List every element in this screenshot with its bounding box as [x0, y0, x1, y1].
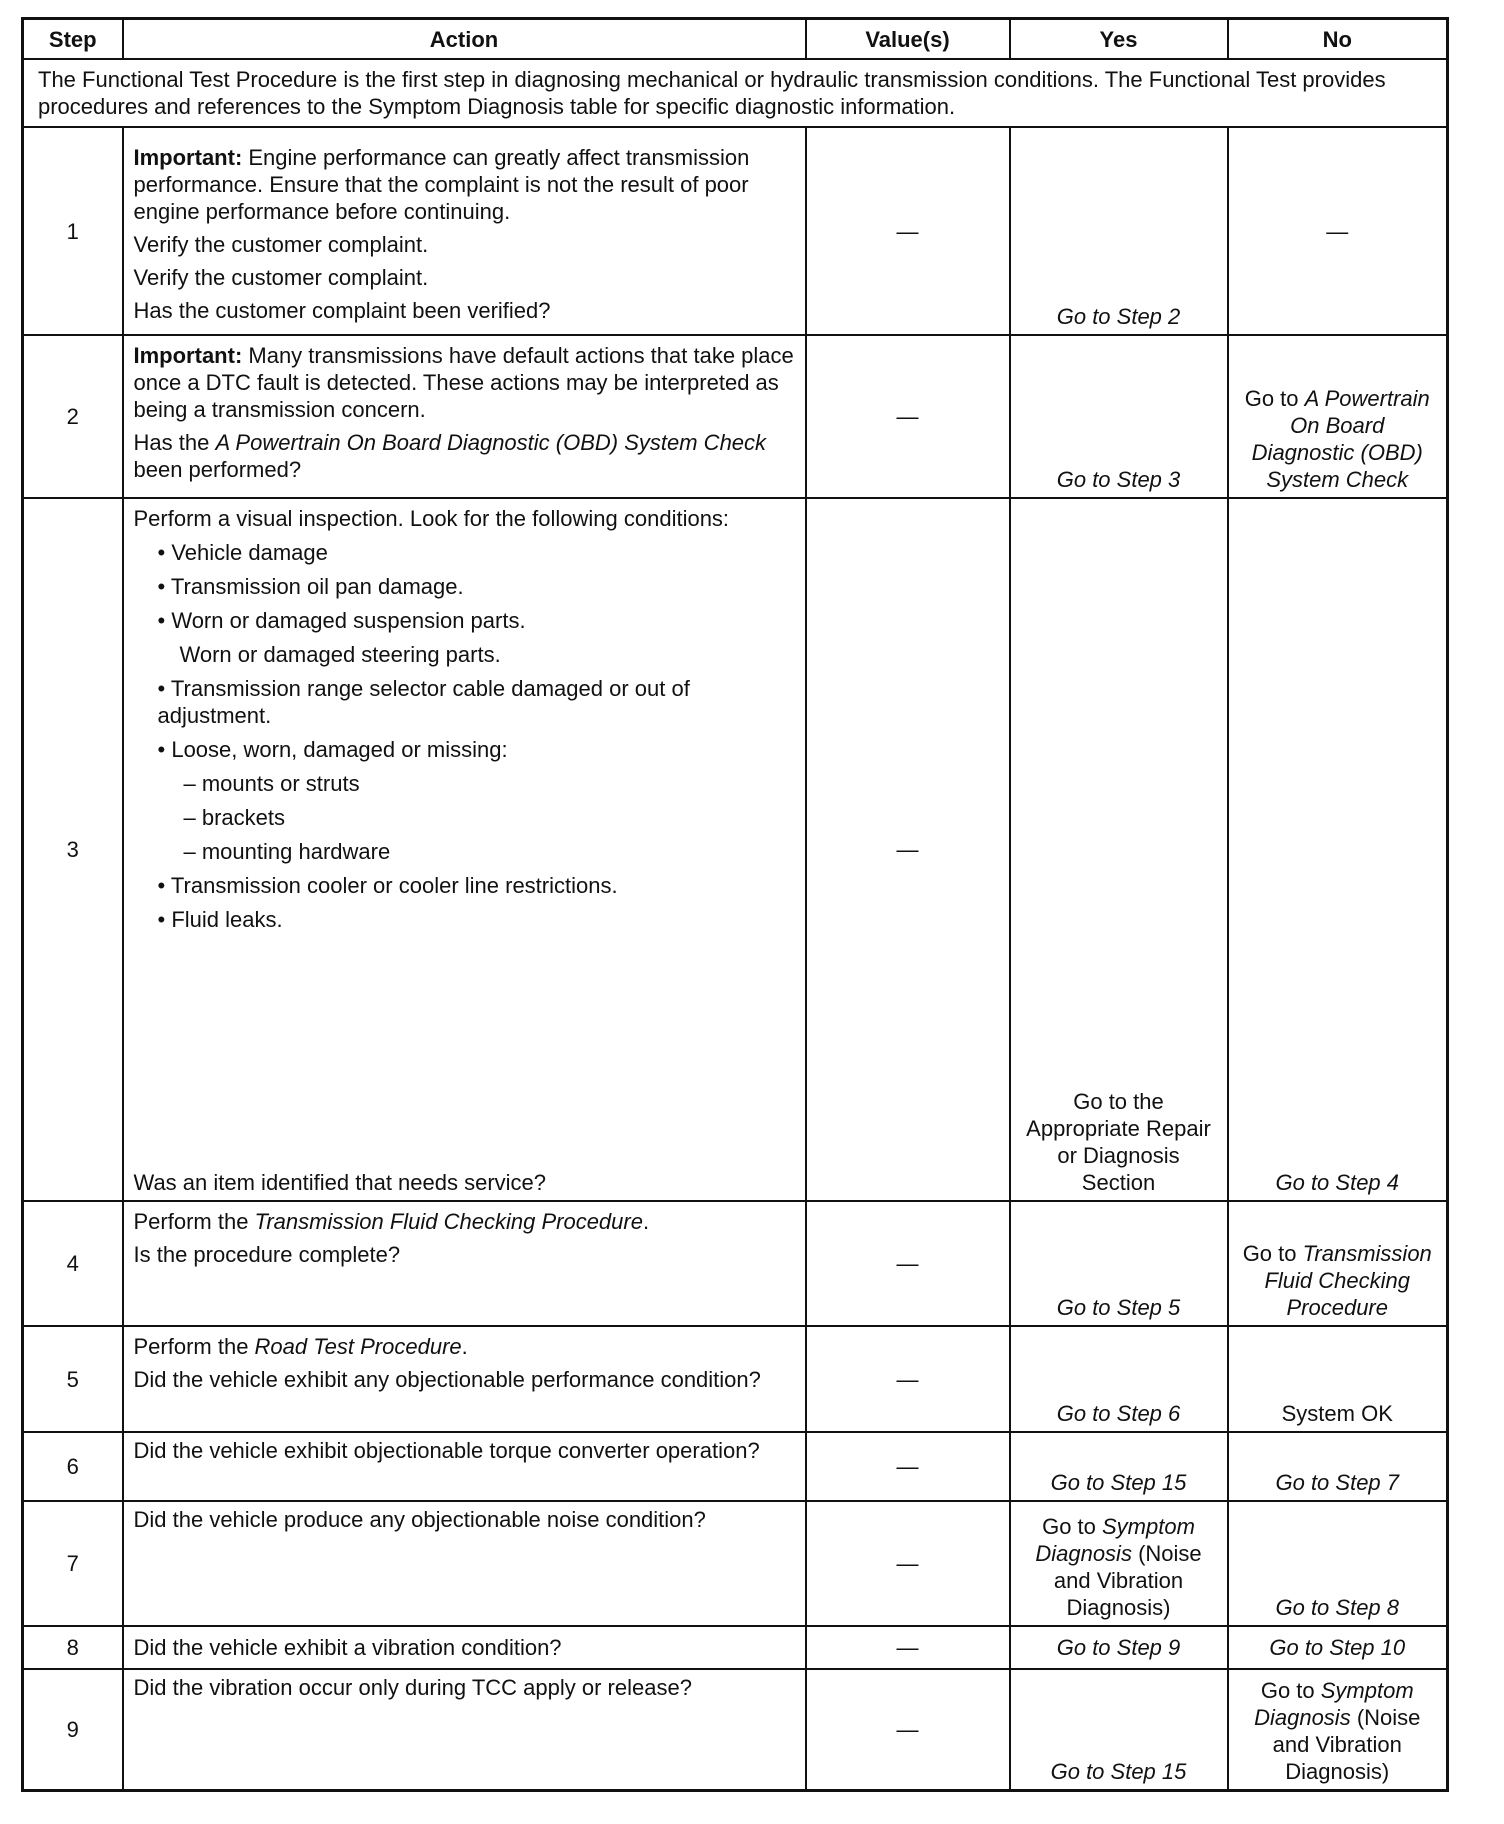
yes-cell [1010, 1669, 1228, 1790]
yes-cell [1010, 335, 1228, 498]
step-number: 4 [23, 1201, 123, 1326]
table-row [23, 1501, 1448, 1626]
no-cell[interactable] [1228, 1669, 1448, 1790]
no-post: (Noise and Vibration Diagnosis) [1272, 1704, 1421, 1784]
important-text: Engine performance can greatly affect transmission performance. Ensure that the complaint is not the result of poor engine performance before continuing. [133, 145, 750, 224]
yes-link[interactable]: Go to Step 3 [1056, 467, 1181, 492]
header-no: No [1228, 19, 1448, 60]
q-pre: Has the [133, 430, 216, 455]
step-number: 3 [23, 498, 123, 1201]
action-cell: Did the vibration occur only during TCC apply or release? [123, 1669, 806, 1790]
step-number: 8 [23, 1626, 123, 1669]
step-number: 6 [23, 1432, 123, 1501]
yes-cell [1010, 1201, 1228, 1326]
action-cell: Did the vehicle exhibit a vibration condition? [123, 1626, 806, 1669]
value-cell: — [806, 335, 1010, 498]
header-row [23, 19, 1448, 60]
yes-cell [1010, 127, 1228, 335]
action-cell [123, 127, 806, 335]
important-label: Important: [133, 145, 243, 170]
intro-text: The Functional Test Procedure is the first step in diagnosing mechanical or hydraulic transmission conditions. The Functional Test provides procedures and references to the Symptom Diagnosis table for specific diagnostic information. [23, 59, 1448, 127]
table-row [23, 1201, 1448, 1326]
table-row [23, 335, 1448, 498]
action-question: Did the vehicle exhibit any objectionable performance condition? [133, 1367, 761, 1392]
pre: Perform the [133, 1209, 255, 1234]
action-line: Perform a visual inspection. Look for the following conditions: [133, 506, 730, 531]
no-pre: Go to [1242, 1241, 1303, 1266]
value-cell: — [806, 127, 1010, 335]
yes-cell [1010, 1432, 1228, 1501]
procedure-ref: Transmission Fluid Checking Procedure [254, 1209, 643, 1234]
table-row [23, 1432, 1448, 1501]
action-line [134, 1208, 795, 1235]
action-question: Is the procedure complete? [133, 1242, 401, 1267]
value-cell: — [806, 498, 1010, 1201]
header-yes: Yes [1010, 19, 1228, 60]
action-cell [123, 1326, 806, 1432]
yes-link[interactable]: Go to Step 5 [1056, 1295, 1181, 1320]
value-cell: — [806, 1626, 1010, 1669]
yes-cell[interactable] [1010, 1501, 1228, 1626]
post: . [642, 1209, 650, 1234]
action-question: Has the customer complaint been verified? [133, 298, 551, 323]
no-link[interactable]: Go to Step 8 [1275, 1595, 1400, 1620]
value-cell: — [806, 1669, 1010, 1790]
no-link[interactable]: Go to Step 4 [1275, 1170, 1400, 1195]
procedure-ref: Road Test Procedure [254, 1334, 462, 1359]
action-cell [123, 1201, 806, 1326]
bullet-item: • Transmission oil pan damage. [134, 573, 795, 600]
step-number: 9 [23, 1669, 123, 1790]
no-link[interactable]: Symptom Diagnosis [1254, 1677, 1414, 1730]
action-question [134, 429, 795, 483]
step-number: 5 [23, 1326, 123, 1432]
action-line [134, 1333, 795, 1360]
value-cell: — [806, 1501, 1010, 1626]
no-cell [1228, 1626, 1448, 1669]
q-post: been performed? [133, 457, 302, 482]
important-label: Important: [133, 343, 243, 368]
no-pre: Go to [1244, 386, 1305, 411]
bullet-item: • Loose, worn, damaged or missing: [134, 736, 795, 763]
step-number: 2 [23, 335, 123, 498]
header-action: Action [123, 19, 806, 60]
action-cell [123, 335, 806, 498]
bullet-item: Worn or damaged steering parts. [179, 642, 501, 667]
value-cell: — [806, 1201, 1010, 1326]
functional-test-table [21, 17, 1449, 1792]
action-cell [123, 498, 806, 1201]
action-cell: Did the vehicle produce any objectionable noise condition? [123, 1501, 806, 1626]
value-cell: — [806, 1432, 1010, 1501]
no-link[interactable]: Go to Step 7 [1275, 1470, 1400, 1495]
table-row [23, 1626, 1448, 1669]
no-link[interactable]: Transmission Fluid Checking Procedure [1264, 1241, 1432, 1320]
no-cell [1228, 498, 1448, 1201]
action-cell: Did the vehicle exhibit objectionable torque converter operation? [123, 1432, 806, 1501]
no-link[interactable]: A Powertrain On Board Diagnostic (OBD) System Check [1251, 386, 1430, 492]
yes-cell [1010, 1626, 1228, 1669]
no-cell [1228, 1432, 1448, 1501]
no-cell[interactable] [1228, 1201, 1448, 1326]
bullet-item: • Transmission range selector cable damaged or out of adjustment. [134, 675, 795, 729]
yes-link[interactable]: Go to Step 15 [1050, 1758, 1187, 1784]
value-cell: — [806, 1326, 1010, 1432]
no-pre: Go to [1260, 1677, 1321, 1703]
no-cell [1228, 1501, 1448, 1626]
no-cell: — [1228, 127, 1448, 335]
table-row [23, 1326, 1448, 1432]
action-line: Verify the customer complaint. [133, 232, 429, 257]
yes-link[interactable]: Symptom Diagnosis [1035, 1514, 1195, 1566]
yes-cell [1010, 1326, 1228, 1432]
yes-cell[interactable]: Go to the Appropriate Repair or Diagnosis Section [1010, 498, 1228, 1201]
no-cell: System OK [1228, 1326, 1448, 1432]
important-text: Many transmissions have default actions that take place once a DTC fault is detected. These actions may be interpreted as being a transmission concern. [133, 343, 794, 422]
sub-item: – mounts or struts [134, 770, 795, 797]
intro-row [23, 59, 1448, 127]
table-row [23, 498, 1448, 1201]
yes-link[interactable]: Go to Step 6 [1056, 1401, 1181, 1426]
table-row [23, 1669, 1448, 1790]
bullet-item: • Vehicle damage [134, 539, 795, 566]
header-step: Step [23, 19, 123, 60]
action-question: Was an item identified that needs service? [133, 1170, 547, 1195]
yes-pre: Go to [1042, 1514, 1102, 1539]
header-values: Value(s) [806, 19, 1010, 60]
action-line: Verify the customer complaint. [133, 265, 429, 290]
yes-link[interactable]: Go to Step 9 [1056, 1635, 1181, 1660]
step-number: 1 [23, 127, 123, 335]
sub-item: – mounting hardware [134, 838, 795, 865]
yes-link[interactable]: Go to Step 15 [1050, 1470, 1187, 1495]
post: . [461, 1334, 468, 1359]
bullet-item: • Fluid leaks. [134, 906, 795, 933]
bullet-item: • Worn or damaged suspension parts. [134, 607, 795, 634]
yes-link[interactable]: Go to Step 2 [1056, 304, 1181, 329]
no-cell[interactable] [1228, 335, 1448, 498]
no-link[interactable]: Go to Step 10 [1269, 1635, 1406, 1660]
sub-item: – brackets [134, 804, 795, 831]
step-number: 7 [23, 1501, 123, 1626]
q-ref: A Powertrain On Board Diagnostic (OBD) System Check [215, 430, 767, 455]
pre: Perform the [133, 1334, 255, 1359]
table-row [23, 127, 1448, 335]
yes-post: (Noise and Vibration Diagnosis) [1053, 1541, 1202, 1620]
bullet-item: • Transmission cooler or cooler line restrictions. [134, 872, 795, 899]
